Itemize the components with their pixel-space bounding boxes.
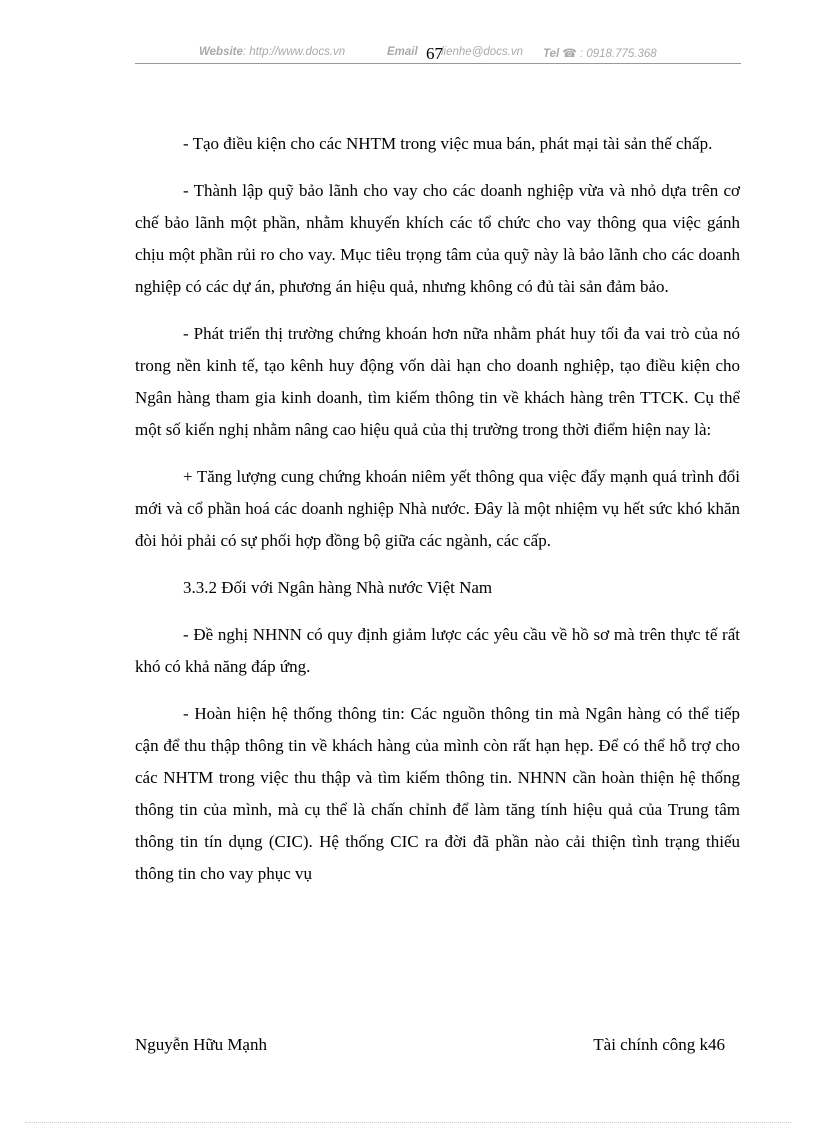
header-divider — [135, 63, 741, 64]
website-label: Website — [199, 46, 243, 58]
tel-label: Tel — [543, 48, 560, 60]
tel-info — [543, 46, 657, 60]
paragraph: + Tăng lượng cung chứng khoán niêm yết thông qua việc đẩy mạnh quá trình đổi mới và cổ phần hoá các doanh nghiệp Nhà nước. Đây là một nhiệm vụ hết sức khó khăn đòi hỏi phải có sự phối hợp đồng bộ giữa các ngành, các cấp. — [135, 467, 740, 550]
paragraph: - Hoàn hiện hệ thống thông tin: Các nguồn thông tin mà Ngân hàng có thể tiếp cận để thu thập thông tin về khách hàng của mình còn rất hạn hẹp. Để có thể hỗ trợ cho các NHTM trong việc thu thập và tìm kiếm thông tin. NHNN cần hoàn thiện hệ thống thông tin của mình, mà cụ thể là chấn chỉnh để làm tăng tính hiệu quả của Trung tâm thông tin tín dụng (CIC). Hệ thống CIC ra đời đã phần nào cải thiện tình trạng thiếu thông tin cho vay phục vụ — [135, 704, 740, 883]
footer-author: Nguyễn Hữu Mạnh — [135, 1035, 267, 1054]
website-info — [199, 46, 345, 58]
page-number: 67 — [426, 44, 443, 63]
document-body — [135, 128, 740, 905]
email-label: Email — [387, 46, 418, 58]
paragraph: - Đề nghị NHNN có quy định giảm lược các yêu cầu về hồ sơ mà trên thực tế rất khó có khả năng đáp ứng. — [135, 625, 740, 676]
tel-number: ☎ : 0918.775.368 — [562, 48, 657, 60]
section-heading: 3.3.2 Đối với Ngân hàng Nhà nước Việt Nam — [183, 578, 493, 597]
paragraph: - Phát triển thị trường chứng khoán hơn nữa nhằm phát huy tối đa vai trò của nó trong nền kinh tế, tạo kênh huy động vốn dài hạn cho doanh nghiệp, tạo điều kiện cho Ngân hàng tham gia kinh doanh, tìm kiếm thông tin về khách hàng trên TTCK. Cụ thể một số kiến nghị nhằm nâng cao hiệu quả của thị trường trong thời điểm hiện nay là: — [135, 324, 740, 439]
page-header — [135, 44, 741, 64]
email-address[interactable]: lienhe@docs.vn — [441, 46, 523, 58]
website-url[interactable]: : http://www.docs.vn — [242, 46, 346, 58]
footer-department: Tài chính công k46 — [593, 1035, 725, 1054]
paragraph: - Thành lập quỹ bảo lãnh cho vay cho các doanh nghiệp vừa và nhỏ dựa trên cơ chế bảo lãnh một phần, nhằm khuyến khích các tổ chức cho vay thông qua việc gánh chịu một phần rủi ro cho vay. Mục tiêu trọng tâm của quỹ này là bảo lãnh cho các doanh nghiệp có các dự án, phương án hiệu quả, nhưng không có đủ tài sản đảm bảo. — [135, 181, 740, 296]
paragraph: - Tạo điều kiện cho các NHTM trong việc mua bán, phát mại tài sản thế chấp. — [183, 134, 713, 153]
